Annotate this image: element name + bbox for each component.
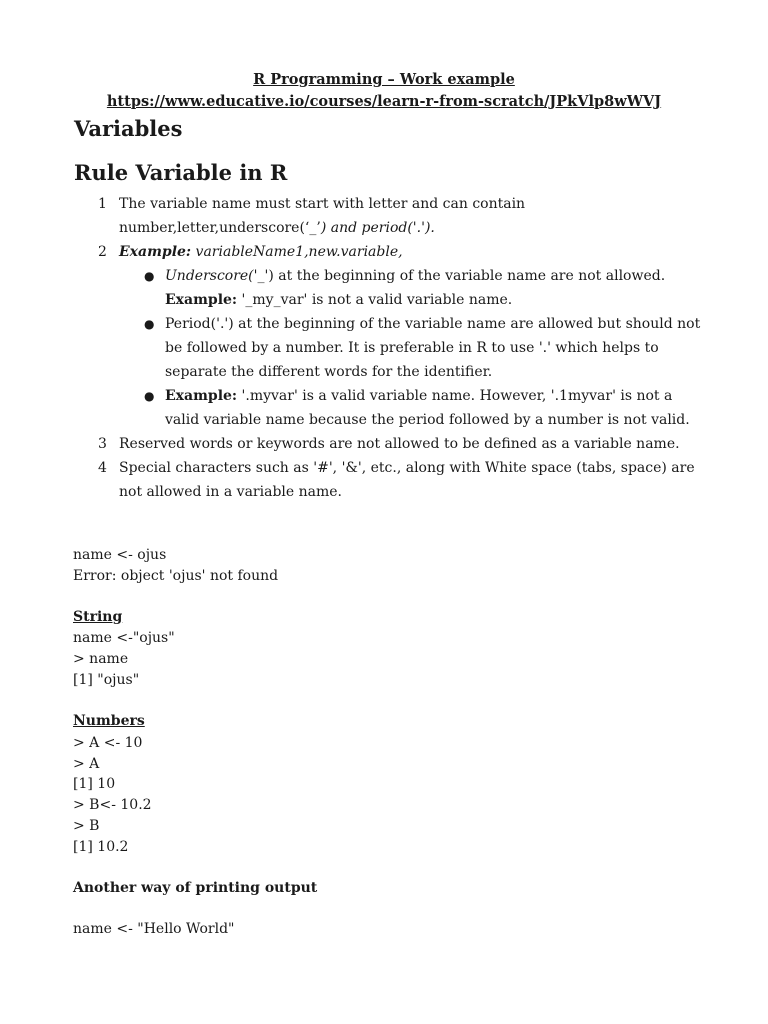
code-line: > A <- 10 [73, 735, 143, 751]
rule-4-line-1: Special characters such as '#', '&', etc., along with White space (tabs, space) are [119, 460, 695, 476]
bullet-icon: ● [144, 389, 155, 403]
code-line: name <- "Hello World" [73, 921, 235, 937]
section-heading-string: String [73, 609, 123, 625]
rule-2-line [119, 244, 403, 260]
rule-4-line-2: not allowed in a variable name. [119, 484, 342, 500]
bullet-1-line-1 [165, 268, 665, 284]
rule-1-line-2b: ) and period('.'). [320, 220, 435, 236]
bullet-1-italic: Underscore('_' [165, 268, 269, 284]
bullet-icon: ● [144, 269, 155, 283]
rule-2-label: Example: [119, 244, 192, 260]
list-number-3: 3 [98, 436, 107, 452]
code-line: name <-"ojus" [73, 630, 175, 646]
heading-rule-variable: Rule Variable in R [74, 160, 288, 185]
heading-variables: Variables [74, 116, 183, 141]
code-line: > A [73, 756, 100, 772]
document-title: R Programming – Work example [253, 71, 515, 88]
code-line: > name [73, 651, 129, 667]
rule-1-line-1: The variable name must start with letter and can contain [119, 196, 526, 212]
section-heading-numbers: Numbers [73, 713, 145, 729]
bullet-2-line-1: Period('.') at the beginning of the variable name are allowed but should not [165, 316, 701, 332]
list-number-2: 2 [98, 244, 107, 260]
code-line: Error: object 'ojus' not found [73, 568, 279, 584]
bullet-3-text: '.myvar' is a valid variable name. However, '.1myvar' is not a [237, 388, 673, 404]
rule-1-line-2 [119, 220, 435, 236]
list-number-1: 1 [98, 196, 107, 212]
rule-3-line: Reserved words or keywords are not allowed to be defined as a variable name. [119, 436, 680, 452]
rule-2-text: variableName1,new.variable, [191, 244, 403, 260]
rule-1-line-2a: number,letter,underscore(‘_’ [119, 220, 321, 236]
bullet-2-line-2: be followed by a number. It is preferable in R to use '.' which helps to [165, 340, 659, 356]
code-line: > B [73, 818, 100, 834]
code-line: [1] 10.2 [73, 839, 129, 855]
bullet-1-line-2 [165, 292, 512, 308]
bullet-2-line-3: separate the different words for the identifier. [165, 364, 493, 380]
course-url-link[interactable]: https://www.educative.io/courses/learn-r-from-scratch/JPkVlp8wWVJ [106, 93, 662, 110]
bullet-3-line-2: valid variable name because the period followed by a number is not valid. [165, 412, 690, 428]
section-heading-output: Another way of printing output [73, 880, 318, 896]
code-line: name <- ojus [73, 547, 167, 563]
bullet-1-text-2: '_my_var' is not a valid variable name. [237, 292, 513, 308]
bullet-icon: ● [144, 317, 155, 331]
code-line: > B<- 10.2 [73, 797, 152, 813]
bullet-3-label: Example: [165, 388, 238, 404]
code-line: [1] 10 [73, 776, 116, 792]
bullet-1-label: Example: [165, 292, 238, 308]
list-number-4: 4 [98, 460, 107, 476]
code-line: [1] "ojus" [73, 672, 140, 688]
bullet-3-line-1 [165, 388, 672, 404]
bullet-1-text: ) at the beginning of the variable name are not allowed. [268, 268, 666, 284]
